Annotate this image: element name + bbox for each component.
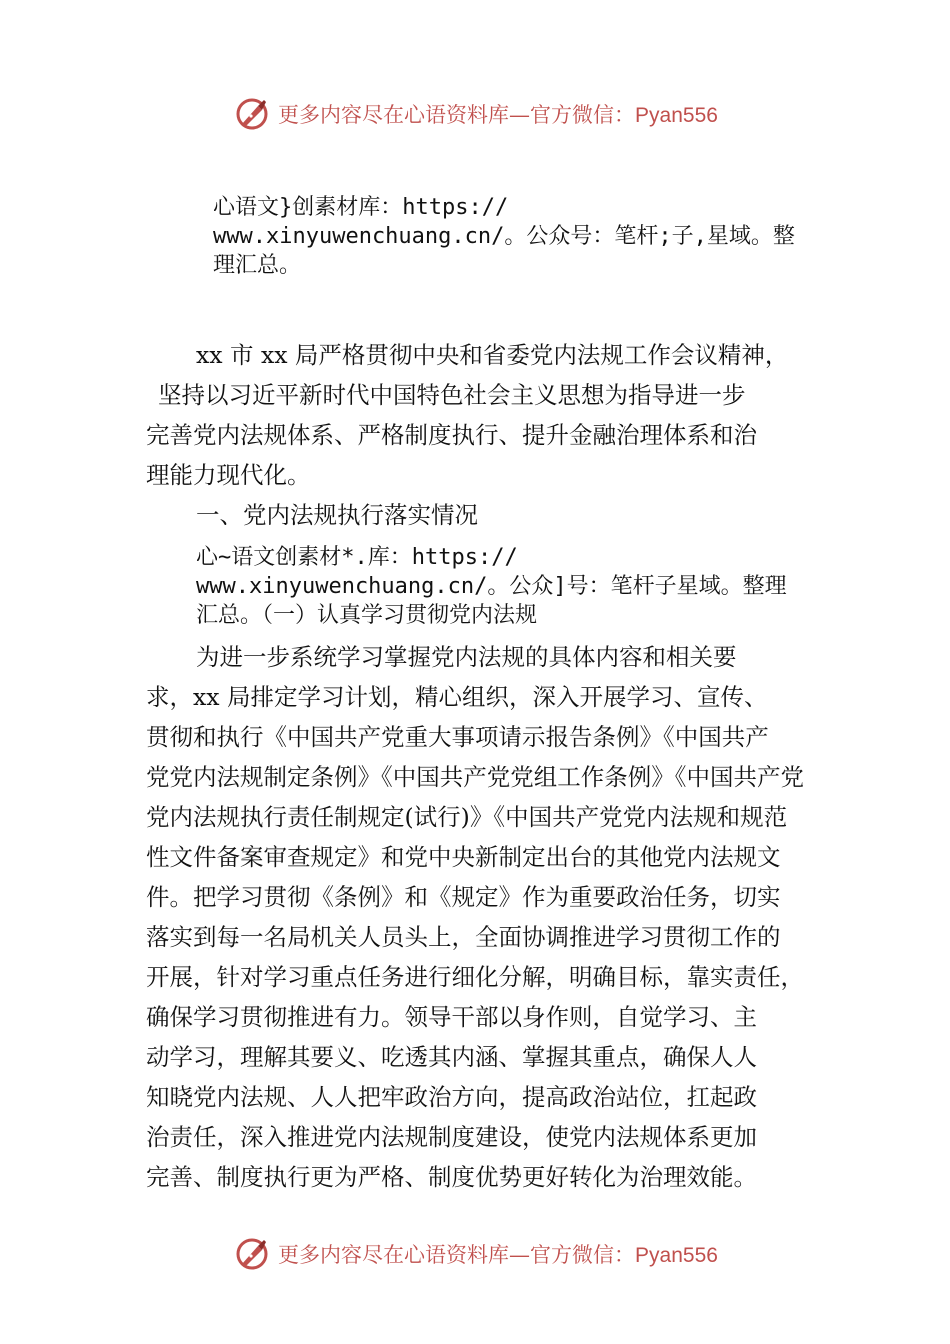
intro-paragraph: [146, 335, 846, 495]
pen-nib-logo-icon: [232, 1234, 272, 1274]
banner-account: Pyan556: [635, 104, 718, 127]
intro-line: 完善党内法规体系、严格制度执行、提升金融治理体系和治: [146, 421, 757, 449]
source-note-line: 心语文}创素材库：https://: [213, 195, 509, 220]
source-note-line: 心~语文创素材*.库：https://: [196, 545, 518, 570]
intro-line: 理能力现代化。: [146, 461, 311, 489]
body-line: 落实到每一名局机关人员头上，全面协调推进学习贯彻工作的: [146, 923, 781, 951]
header-banner: [0, 92, 950, 136]
body-line: 为进一步系统学习掌握党内法规的具体内容和相关要: [196, 643, 737, 671]
pen-nib-logo-icon: [232, 94, 272, 134]
body-line: 件。把学习贯彻《条例》和《规定》作为重要政治任务，切实: [146, 883, 781, 911]
section-heading: 一、党内法规执行落实情况: [196, 501, 478, 529]
body-line: 求，xx 局排定学习计划，精心组织，深入开展学习、宣传、: [146, 683, 768, 711]
banner-slogan: 更多内容尽在心语资料库—官方微信：: [278, 103, 636, 127]
intro-line: 坚持以习近平新时代中国特色社会主义思想为指导进一步: [158, 381, 746, 409]
footer-banner: [0, 1232, 950, 1276]
banner-text: [278, 1239, 718, 1269]
body-line: 动学习，理解其要义、吃透其内涵、掌握其重点，确保人人: [146, 1043, 757, 1071]
intro-line: xx 市 xx 局严格贯彻中央和省委党内法规工作会议精神，: [196, 341, 789, 369]
source-note-line: 理汇总。: [213, 253, 302, 278]
body-line: 治责任，深入推进党内法规制度建设，使党内法规体系更加: [146, 1123, 757, 1151]
source-note-line: www.xinyuwenchuang.cn/。公众号：笔杆;子,星域。整: [213, 224, 795, 249]
body-line: 完善、制度执行更为严格、制度优势更好转化为治理效能。: [146, 1163, 757, 1191]
body-line: 开展，针对学习重点任务进行细化分解，明确目标，靠实责任，: [146, 963, 804, 991]
body-line: 党内法规执行责任制规定(试行)》《中国共产党党内法规和规范: [146, 803, 788, 831]
banner-text: [278, 99, 718, 129]
body-line: 确保学习贯彻推进有力。领导干部以身作则，自觉学习、主: [146, 1003, 757, 1031]
body-line: 性文件备案审查规定》和党中央新制定出台的其他党内法规文: [146, 843, 781, 871]
source-note-1: [213, 193, 795, 280]
source-note-line: 汇总。（一）认真学习贯彻党内法规: [196, 603, 538, 628]
body-line: 党党内法规制定条例》《中国共产党党组工作条例》《中国共产党: [146, 763, 804, 791]
body-line: 贯彻和执行《中国共产党重大事项请示报告条例》《中国共产: [146, 723, 769, 751]
source-note-2: [196, 543, 787, 630]
body-line: 知晓党内法规、人人把牢政治方向，提高政治站位，扛起政: [146, 1083, 757, 1111]
body-paragraph: [146, 637, 846, 1197]
section-heading-block: [146, 495, 846, 535]
banner-slogan: 更多内容尽在心语资料库—官方微信：: [278, 1243, 636, 1267]
banner-account: Pyan556: [635, 1244, 718, 1267]
source-note-line: www.xinyuwenchuang.cn/。公众]号：笔杆子星域。整理: [196, 574, 787, 599]
